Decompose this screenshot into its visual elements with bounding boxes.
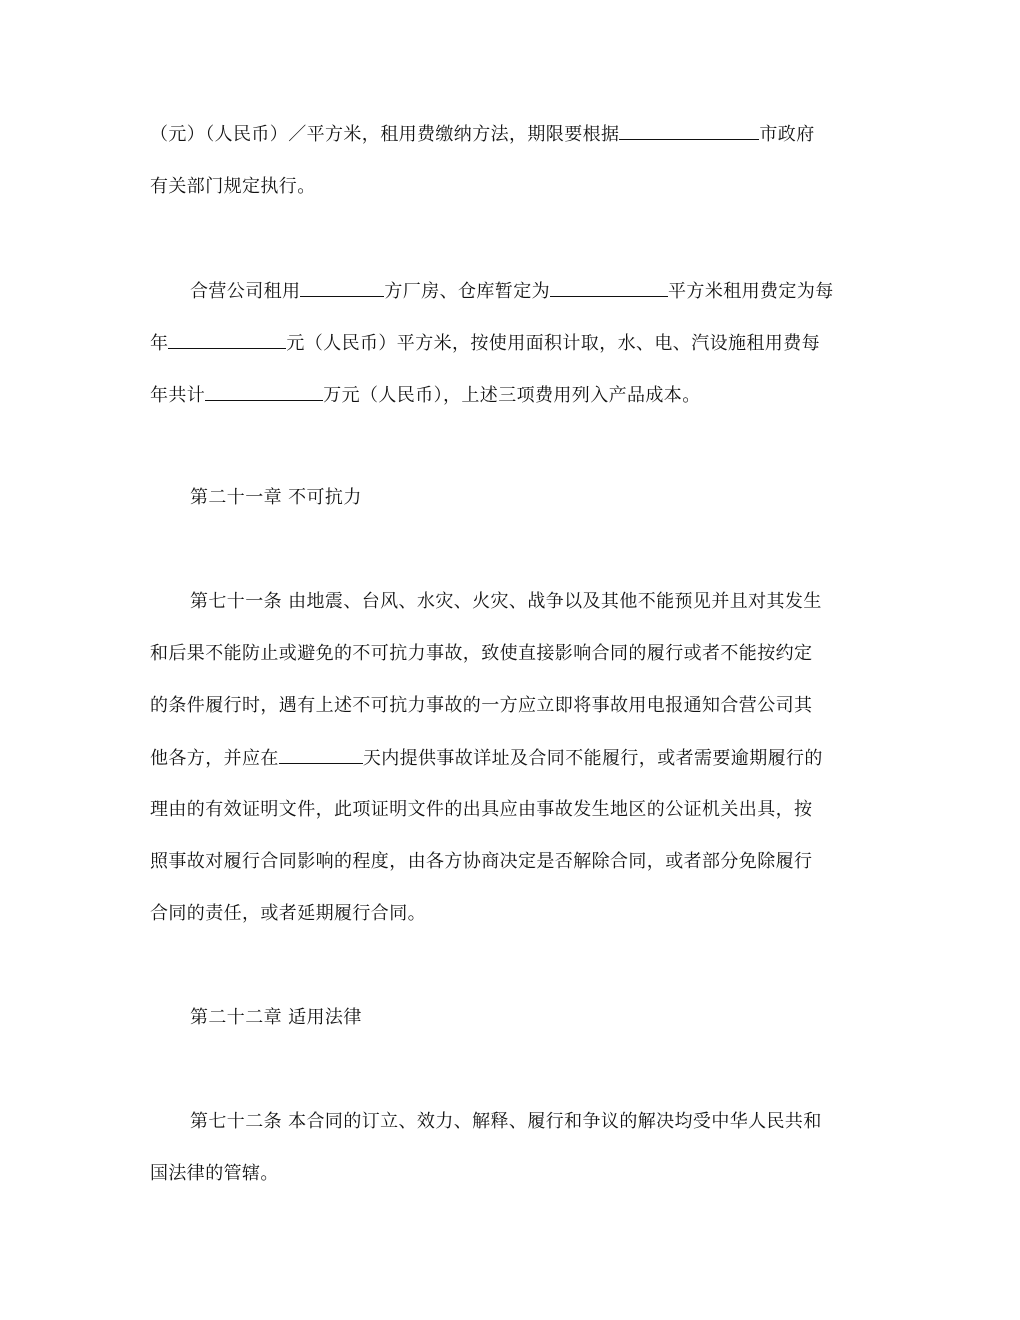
- rent-blank: [168, 330, 286, 349]
- para2-text-g: 万元（人民币），上述三项费用列入产品成本。: [323, 385, 701, 406]
- para2-text-a: 合营公司租用: [190, 281, 301, 302]
- article71-line6: 照事故对履行合同影响的程度，由各方协商决定是否解除合同，或者部分免除履行: [150, 851, 813, 872]
- days-blank: [279, 745, 363, 764]
- para2-text-b: 方厂房、仓库暂定为: [384, 281, 551, 302]
- article71-line5: 理由的有效证明文件，此项证明文件的出具应由事故发生地区的公证机关出具，按: [150, 799, 813, 820]
- para2-text-e: 元（人民币）平方米，按使用面积计取，水、电、汽设施租用费每: [286, 333, 821, 354]
- para2-text-c: 平方米租用费定为每: [668, 281, 834, 302]
- area-blank: [550, 278, 668, 297]
- para1-line2: 有关部门规定执行。: [150, 176, 316, 197]
- chapter-21-heading: 第二十一章 不可抗力: [190, 487, 362, 508]
- article71-line3: 的条件履行时，遇有上述不可抗力事故的一方应立即将事故用电报通知合营公司其: [150, 695, 813, 716]
- article71-text-a: 他各方，并应在: [150, 748, 279, 769]
- article72-line1: 第七十二条 本合同的订立、效力、解释、履行和争议的解决均受中华人民共和: [190, 1111, 822, 1132]
- article71-line2: 和后果不能防止或避免的不可抗力事故，致使直接影响合同的履行或者不能按约定: [150, 643, 813, 664]
- para2-line2: [150, 330, 820, 357]
- para2-line3: [150, 382, 701, 409]
- para2-text-d: 年: [150, 333, 169, 354]
- article71-line4: [150, 745, 823, 772]
- para2-text-f: 年共计: [150, 385, 206, 406]
- article72-line2: 国法律的管辖。: [150, 1163, 279, 1184]
- para1-text-b: 市政府: [759, 124, 815, 145]
- article71-line1: 第七十一条 由地震、台风、水灾、火灾、战争以及其他不能预见并且对其发生: [190, 591, 822, 612]
- para1-line1: [150, 121, 815, 148]
- utility-fee-blank: [205, 382, 323, 401]
- chapter-22-heading: 第二十二章 适用法律: [190, 1007, 362, 1028]
- plant-blank: [300, 278, 384, 297]
- article71-line7: 合同的责任，或者延期履行合同。: [150, 903, 426, 924]
- article71-text-b: 天内提供事故详址及合同不能履行，或者需要逾期履行的: [362, 748, 823, 769]
- city-blank: [619, 121, 759, 140]
- para1-text-a: （元）（人民币）／平方米，租用费缴纳方法，期限要根据: [150, 124, 620, 145]
- para2-line1: [190, 278, 834, 305]
